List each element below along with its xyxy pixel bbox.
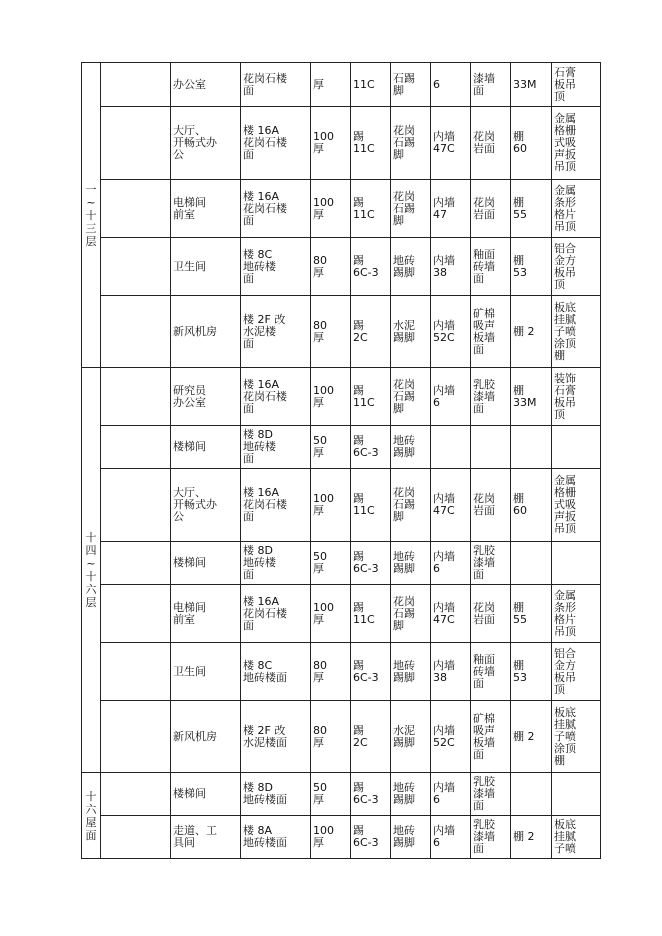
cell-skirt: 踢 6C-3 (351, 542, 391, 585)
table-row (82, 63, 601, 107)
cell-skirt: 踢 11C (351, 585, 391, 643)
cell-wall: 内墙 47C (431, 107, 471, 180)
cell-skirt: 踢 11C (351, 469, 391, 542)
cell-room: 大厅、 开畅式办 公 (171, 107, 241, 180)
cell-wall-mat: 漆墙 面 (471, 63, 511, 107)
cell-skirt: 踢 6C-3 (351, 238, 391, 296)
table-row (82, 585, 601, 643)
cell-floor-thk: 100 厚 (311, 180, 351, 238)
cell-ceil-mat: 板底 挂腻 子喷 (552, 816, 601, 859)
table-row (82, 426, 601, 469)
blank-cell (101, 63, 171, 107)
cell-wall-mat (471, 426, 511, 469)
cell-skirt: 踢 6C-3 (351, 816, 391, 859)
cell-skirt-mat: 花岗 石踢 脚 (391, 368, 431, 426)
cell-ceil: 33M (511, 63, 552, 107)
cell-wall: 内墙 47C (431, 585, 471, 643)
cell-wall: 内墙 38 (431, 643, 471, 701)
cell-wall: 6 (431, 63, 471, 107)
cell-wall-mat: 花岗 岩面 (471, 107, 511, 180)
cell-wall: 内墙 6 (431, 368, 471, 426)
cell-wall-mat: 乳胶 漆墙 面 (471, 368, 511, 426)
table-row (82, 773, 601, 816)
cell-skirt-mat: 水泥 踢脚 (391, 701, 431, 773)
cell-skirt-mat: 地砖 踢脚 (391, 426, 431, 469)
cell-room: 办公室 (171, 63, 241, 107)
cell-skirt: 11C (351, 63, 391, 107)
cell-ceil-mat (552, 426, 601, 469)
cell-skirt: 踢 11C (351, 368, 391, 426)
cell-floor-spec: 花岗石楼 面 (241, 63, 311, 107)
table-row (82, 542, 601, 585)
cell-floor-thk: 50 厚 (311, 542, 351, 585)
cell-wall: 内墙 47 (431, 180, 471, 238)
cell-room: 卫生间 (171, 238, 241, 296)
cell-wall (431, 426, 471, 469)
cell-floor-spec: 楼 8D 地砖楼 面 (241, 542, 311, 585)
cell-ceil: 棚 53 (511, 238, 552, 296)
cell-wall-mat: 乳胶 漆墙 面 (471, 816, 511, 859)
cell-ceil-mat: 金属 格栅 式吸 声扳 吊顶 (552, 469, 601, 542)
cell-room: 卫生间 (171, 643, 241, 701)
cell-floor-thk: 100 厚 (311, 368, 351, 426)
cell-skirt-mat: 花岗 石踢 脚 (391, 585, 431, 643)
cell-floor-spec: 楼 2F 改 水泥楼面 (241, 701, 311, 773)
cell-room: 研究员 办公室 (171, 368, 241, 426)
cell-wall-mat: 花岗 岩面 (471, 469, 511, 542)
cell-floor-spec: 楼 8D 地砖楼面 (241, 773, 311, 816)
cell-room: 楼梯间 (171, 542, 241, 585)
cell-skirt: 踢 6C-3 (351, 426, 391, 469)
cell-skirt-mat: 地砖 踢脚 (391, 238, 431, 296)
floor-group-label: 一 ~ 十 三 层 (82, 63, 101, 368)
table-row (82, 296, 601, 368)
cell-skirt-mat: 花岗 石踢 脚 (391, 107, 431, 180)
cell-floor-spec: 楼 16A 花岗石楼 面 (241, 585, 311, 643)
cell-floor-thk: 80 厚 (311, 701, 351, 773)
cell-wall: 内墙 6 (431, 773, 471, 816)
cell-floor-thk: 100 厚 (311, 469, 351, 542)
cell-ceil: 棚 2 (511, 816, 552, 859)
cell-wall: 内墙 52C (431, 296, 471, 368)
cell-skirt: 踢 11C (351, 180, 391, 238)
cell-skirt-mat: 花岗 石踢 脚 (391, 469, 431, 542)
table-row (82, 107, 601, 180)
cell-skirt: 踢 2C (351, 701, 391, 773)
cell-wall-mat: 乳胶 漆墙 面 (471, 542, 511, 585)
floor-group-label: 十 六 屋 面 (82, 773, 101, 859)
cell-skirt-mat: 水泥 踢脚 (391, 296, 431, 368)
cell-floor-thk: 50 厚 (311, 426, 351, 469)
cell-skirt: 踢 11C (351, 107, 391, 180)
cell-floor-spec: 楼 8C 地砖楼 面 (241, 238, 311, 296)
cell-floor-thk: 100 厚 (311, 107, 351, 180)
cell-floor-spec: 楼 8A 地砖楼面 (241, 816, 311, 859)
cell-ceil-mat: 金属 格栅 式吸 声扳 吊顶 (552, 107, 601, 180)
cell-wall-mat: 矿棉 吸声 板墙 面 (471, 701, 511, 773)
blank-cell (101, 643, 171, 701)
table-row (82, 816, 601, 859)
cell-ceil-mat: 铝合 金方 板吊 顶 (552, 238, 601, 296)
cell-ceil-mat (552, 542, 601, 585)
table-row (82, 469, 601, 542)
cell-ceil: 棚 55 (511, 585, 552, 643)
cell-skirt: 踢 6C-3 (351, 773, 391, 816)
cell-skirt-mat: 地砖 踢脚 (391, 643, 431, 701)
cell-floor-thk: 80 厚 (311, 296, 351, 368)
cell-ceil-mat (552, 773, 601, 816)
table-row (82, 368, 601, 426)
cell-floor-spec: 楼 8C 地砖楼面 (241, 643, 311, 701)
finish-schedule-table (81, 62, 601, 859)
cell-ceil: 棚 2 (511, 701, 552, 773)
cell-room: 楼梯间 (171, 773, 241, 816)
cell-floor-thk: 80 厚 (311, 643, 351, 701)
cell-room: 新风机房 (171, 296, 241, 368)
floor-group-label: 十 四 ~ 十 六 层 (82, 368, 101, 773)
blank-cell (101, 816, 171, 859)
table-row (82, 238, 601, 296)
cell-floor-thk: 100 厚 (311, 585, 351, 643)
cell-ceil-mat: 金属 条形 格片 吊顶 (552, 180, 601, 238)
cell-skirt: 踢 2C (351, 296, 391, 368)
cell-floor-thk: 厚 (311, 63, 351, 107)
cell-skirt-mat: 石踢 脚 (391, 63, 431, 107)
cell-room: 电梯间 前室 (171, 585, 241, 643)
blank-cell (101, 368, 171, 426)
cell-floor-thk: 50 厚 (311, 773, 351, 816)
cell-ceil-mat: 铝合 金方 板吊 顶 (552, 643, 601, 701)
cell-room: 楼梯间 (171, 426, 241, 469)
blank-cell (101, 296, 171, 368)
table-row (82, 701, 601, 773)
cell-skirt-mat: 花岗 石踢 脚 (391, 180, 431, 238)
cell-floor-thk: 100 厚 (311, 816, 351, 859)
cell-wall-mat: 花岗 岩面 (471, 585, 511, 643)
blank-cell (101, 585, 171, 643)
blank-cell (101, 701, 171, 773)
cell-room: 电梯间 前室 (171, 180, 241, 238)
cell-ceil: 棚 60 (511, 469, 552, 542)
cell-wall-mat: 花岗 岩面 (471, 180, 511, 238)
cell-ceil: 棚 53 (511, 643, 552, 701)
blank-cell (101, 238, 171, 296)
cell-wall-mat: 釉面 砖墙 面 (471, 643, 511, 701)
cell-ceil-mat: 板底 挂腻 子喷 涂顶 棚 (552, 701, 601, 773)
table-row (82, 180, 601, 238)
cell-ceil: 棚 60 (511, 107, 552, 180)
cell-wall: 内墙 6 (431, 542, 471, 585)
cell-floor-spec: 楼 16A 花岗石楼 面 (241, 180, 311, 238)
cell-wall-mat: 乳胶 漆墙 面 (471, 773, 511, 816)
blank-cell (101, 542, 171, 585)
cell-floor-spec: 楼 16A 花岗石楼 面 (241, 469, 311, 542)
cell-floor-thk: 80 厚 (311, 238, 351, 296)
cell-floor-spec: 楼 2F 改 水泥楼 面 (241, 296, 311, 368)
cell-ceil (511, 426, 552, 469)
cell-skirt-mat: 地砖 踢脚 (391, 542, 431, 585)
cell-ceil-mat: 金属 条形 格片 吊顶 (552, 585, 601, 643)
cell-ceil (511, 542, 552, 585)
cell-ceil-mat: 板底 挂腻 子喷 涂顶 棚 (552, 296, 601, 368)
cell-room: 大厅、 开畅式办 公 (171, 469, 241, 542)
blank-cell (101, 180, 171, 238)
cell-floor-spec: 楼 16A 花岗石楼 面 (241, 368, 311, 426)
cell-ceil (511, 773, 552, 816)
cell-room: 走道、工 具间 (171, 816, 241, 859)
cell-wall: 内墙 47C (431, 469, 471, 542)
cell-skirt-mat: 地砖 踢脚 (391, 816, 431, 859)
table-row (82, 643, 601, 701)
cell-ceil-mat: 石膏 板吊 顶 (552, 63, 601, 107)
cell-wall: 内墙 6 (431, 816, 471, 859)
blank-cell (101, 426, 171, 469)
cell-skirt: 踢 6C-3 (351, 643, 391, 701)
cell-ceil: 棚 2 (511, 296, 552, 368)
cell-ceil: 棚 55 (511, 180, 552, 238)
cell-wall: 内墙 38 (431, 238, 471, 296)
cell-room: 新风机房 (171, 701, 241, 773)
cell-wall-mat: 釉面 砖墙 面 (471, 238, 511, 296)
cell-wall: 内墙 52C (431, 701, 471, 773)
cell-floor-spec: 楼 16A 花岗石楼 面 (241, 107, 311, 180)
blank-cell (101, 773, 171, 816)
cell-floor-spec: 楼 8D 地砖楼 面 (241, 426, 311, 469)
blank-cell (101, 107, 171, 180)
cell-ceil-mat: 装饰 石膏 板吊 顶 (552, 368, 601, 426)
cell-wall-mat: 矿棉 吸声 板墙 面 (471, 296, 511, 368)
blank-cell (101, 469, 171, 542)
cell-ceil: 棚 33M (511, 368, 552, 426)
cell-skirt-mat: 地砖 踢脚 (391, 773, 431, 816)
